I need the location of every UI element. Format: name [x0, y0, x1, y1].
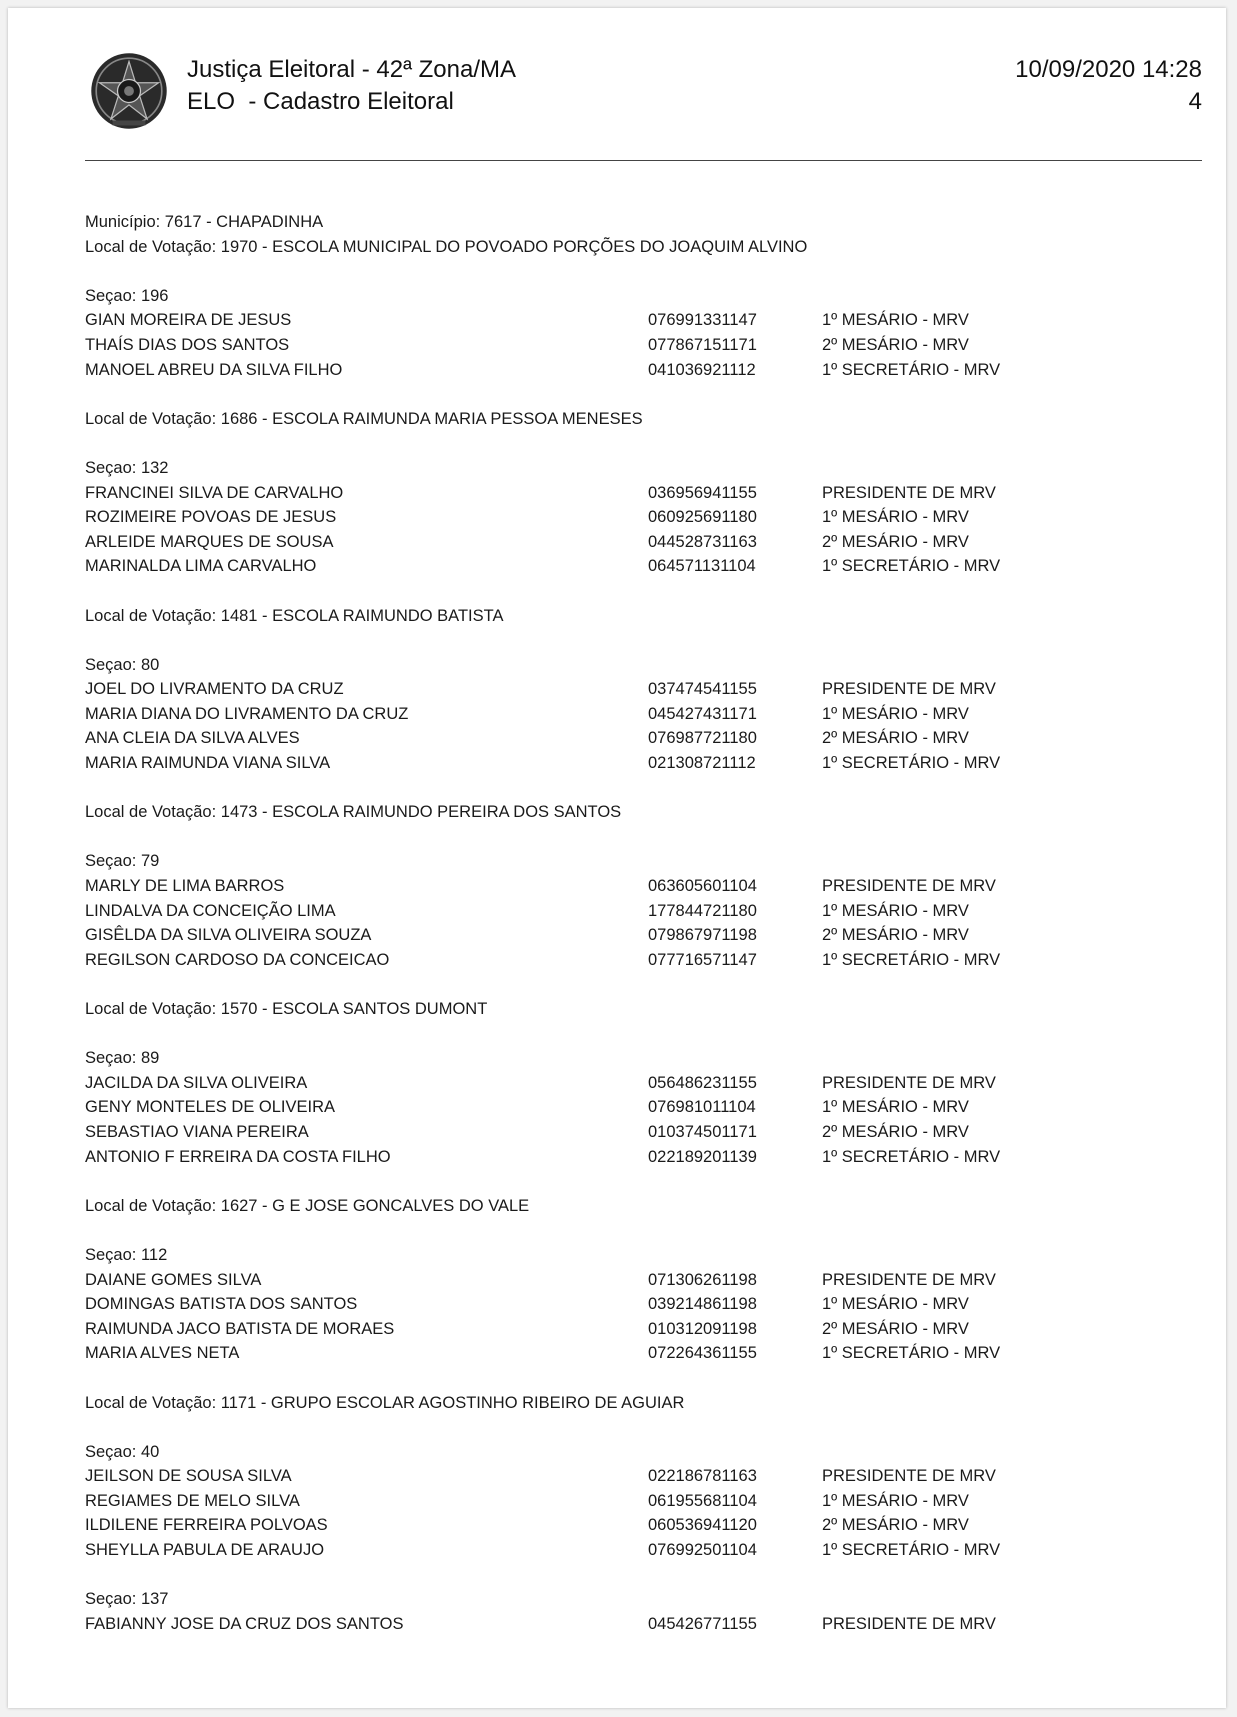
member-row	[85, 1612, 1185, 1637]
member-row	[85, 1513, 1185, 1538]
member-row	[85, 308, 1185, 333]
member-name: MARIA RAIMUNDA VIANA SILVA	[85, 754, 331, 773]
member-name: JOEL DO LIVRAMENTO DA CRUZ	[85, 680, 344, 699]
member-role: PRESIDENTE DE MRV	[822, 680, 996, 699]
secao-label: Seçao: 89	[85, 1049, 160, 1068]
member-role: PRESIDENTE DE MRV	[822, 483, 996, 502]
member-row	[85, 1489, 1185, 1514]
member-name: DAIANE GOMES SILVA	[85, 1270, 262, 1289]
member-row	[85, 1538, 1185, 1563]
member-name: MARLY DE LIMA BARROS	[85, 877, 285, 896]
member-role: 1º SECRETÁRIO - MRV	[822, 1541, 1001, 1560]
header-datetime: 10/09/2020 14:28	[1015, 56, 1202, 83]
spacer	[85, 382, 1185, 407]
header-title	[187, 54, 516, 118]
member-code: 072264361155	[648, 1344, 757, 1363]
member-role: 1º SECRETÁRIO - MRV	[822, 950, 1001, 969]
member-row	[85, 923, 1185, 948]
member-name: THAÍS DIAS DOS SANTOS	[85, 335, 290, 354]
member-name: FRANCINEI SILVA DE CARVALHO	[85, 483, 344, 502]
member-row	[85, 1120, 1185, 1145]
member-name: MARIA DIANA DO LIVRAMENTO DA CRUZ	[85, 704, 409, 723]
secao-label: Seçao: 137	[85, 1590, 169, 1609]
member-name: FABIANNY JOSE DA CRUZ DOS SANTOS	[85, 1614, 404, 1633]
member-name: RAIMUNDA JACO BATISTA DE MORAES	[85, 1319, 395, 1338]
member-name: ILDILENE FERREIRA POLVOAS	[85, 1516, 328, 1535]
header-page-number: 4	[1188, 88, 1202, 115]
member-name: REGILSON CARDOSO DA CONCEICAO	[85, 950, 390, 969]
member-role: PRESIDENTE DE MRV	[822, 1073, 996, 1092]
member-row	[85, 1268, 1185, 1293]
member-name: SHEYLLA PABULA DE ARAUJO	[85, 1541, 325, 1560]
member-row	[85, 481, 1185, 506]
member-name: JEILSON DE SOUSA SILVA	[85, 1467, 292, 1486]
member-row	[85, 726, 1185, 751]
local-votacao-label: Local de Votação: 1970 - ESCOLA MUNICIPAL DO POVOADO PORÇÕES DO JOAQUIM ALVINO	[85, 237, 808, 256]
member-code: 076987721180	[648, 729, 757, 748]
member-role: 1º MESÁRIO - MRV	[822, 508, 969, 527]
member-role: 2º MESÁRIO - MRV	[822, 532, 969, 551]
member-row	[85, 874, 1185, 899]
member-code: 076992501104	[648, 1541, 757, 1560]
member-name: JACILDA DA SILVA OLIVEIRA	[85, 1073, 308, 1092]
member-code: 076991331147	[648, 311, 757, 330]
member-name: SEBASTIAO VIANA PEREIRA	[85, 1122, 309, 1141]
member-name: MARINALDA LIMA CARVALHO	[85, 557, 317, 576]
member-role: 1º MESÁRIO - MRV	[822, 704, 969, 723]
member-code: 044528731163	[648, 532, 757, 551]
spacer	[85, 628, 1185, 653]
member-code: 076981011104	[648, 1098, 756, 1117]
member-row	[85, 751, 1185, 776]
member-name: MARIA ALVES NETA	[85, 1344, 240, 1363]
member-code: 022189201139	[648, 1147, 757, 1166]
local-votacao-label: Local de Votação: 1481 - ESCOLA RAIMUNDO BATISTA	[85, 606, 504, 625]
member-row	[85, 1464, 1185, 1489]
member-role: 2º MESÁRIO - MRV	[822, 335, 969, 354]
spacer	[85, 972, 1185, 997]
member-role: 1º SECRETÁRIO - MRV	[822, 360, 1001, 379]
locais-list	[85, 235, 1185, 1637]
member-code: 061955681104	[648, 1491, 757, 1510]
local-votacao-label: Local de Votação: 1570 - ESCOLA SANTOS DUMONT	[85, 1000, 488, 1018]
page-header	[8, 8, 1226, 168]
spacer	[85, 579, 1185, 604]
member-code: 045426771155	[648, 1614, 757, 1633]
member-role: 2º MESÁRIO - MRV	[822, 926, 969, 945]
member-code: 060536941120	[648, 1516, 757, 1535]
secao-label: Seçao: 132	[85, 458, 169, 477]
spacer	[85, 776, 1185, 801]
member-code: 079867971198	[648, 926, 757, 945]
member-row	[85, 677, 1185, 702]
secao-label: Seçao: 196	[85, 286, 169, 305]
member-code: 036956941155	[648, 483, 757, 502]
member-name: ANA CLEIA DA SILVA ALVES	[85, 729, 300, 748]
spacer	[85, 1415, 1185, 1440]
member-row	[85, 702, 1185, 727]
member-role: 2º MESÁRIO - MRV	[822, 729, 969, 748]
member-code: 010312091198	[648, 1319, 757, 1338]
spacer	[85, 431, 1185, 456]
member-name: GENY MONTELES DE OLIVEIRA	[85, 1098, 336, 1117]
member-code: 037474541155	[648, 680, 757, 699]
spacer	[85, 1169, 1185, 1194]
spacer	[85, 1366, 1185, 1391]
secao-label: Seçao: 112	[85, 1245, 168, 1264]
local-votacao-label: Local de Votação: 1473 - ESCOLA RAIMUNDO PEREIRA DOS SANTOS	[85, 803, 622, 822]
member-row	[85, 530, 1185, 555]
member-role: 1º MESÁRIO - MRV	[822, 311, 969, 330]
header-meta	[1015, 54, 1202, 118]
report-content	[85, 210, 1185, 1636]
local-votacao-label: Local de Votação: 1171 - GRUPO ESCOLAR AGOSTINHO RIBEIRO DE AGUIAR	[85, 1393, 685, 1412]
member-name: ROZIMEIRE POVOAS DE JESUS	[85, 508, 337, 527]
member-role: 2º MESÁRIO - MRV	[822, 1516, 969, 1535]
member-code: 177844721180	[648, 901, 757, 920]
member-code: 045427431171	[648, 704, 757, 723]
spacer	[85, 1563, 1185, 1588]
member-role: 2º MESÁRIO - MRV	[822, 1122, 969, 1141]
member-code: 021308721112	[648, 754, 756, 773]
member-name: ARLEIDE MARQUES DE SOUSA	[85, 532, 334, 551]
member-row	[85, 505, 1185, 530]
member-row	[85, 554, 1185, 579]
member-role: 1º MESÁRIO - MRV	[822, 1098, 969, 1117]
member-code: 022186781163	[648, 1467, 757, 1486]
member-name: REGIAMES DE MELO SILVA	[85, 1491, 300, 1510]
member-row	[85, 1095, 1185, 1120]
member-code: 077867151171	[648, 335, 757, 354]
secao-label: Seçao: 80	[85, 655, 160, 674]
member-role: PRESIDENTE DE MRV	[822, 877, 996, 896]
member-name: GISÊLDA DA SILVA OLIVEIRA SOUZA	[85, 926, 372, 945]
header-divider	[85, 160, 1202, 161]
member-role: 1º MESÁRIO - MRV	[822, 1295, 969, 1314]
member-role: PRESIDENTE DE MRV	[822, 1614, 996, 1633]
member-name: DOMINGAS BATISTA DOS SANTOS	[85, 1295, 358, 1314]
member-role: PRESIDENTE DE MRV	[822, 1270, 996, 1289]
member-role: 2º MESÁRIO - MRV	[822, 1319, 969, 1338]
member-code: 064571131104	[648, 557, 756, 576]
spacer	[85, 1022, 1185, 1047]
document-page	[8, 8, 1226, 1708]
member-row	[85, 1292, 1185, 1317]
member-row	[85, 948, 1185, 973]
member-role: 1º MESÁRIO - MRV	[822, 901, 969, 920]
member-name: ANTONIO F ERREIRA DA COSTA FILHO	[85, 1147, 391, 1166]
spacer	[85, 825, 1185, 850]
member-row	[85, 1341, 1185, 1366]
member-row	[85, 358, 1185, 383]
header-title-line1: Justiça Eleitoral - 42ª Zona/MA	[187, 56, 517, 83]
member-role: 1º MESÁRIO - MRV	[822, 1491, 969, 1510]
member-role: 1º SECRETÁRIO - MRV	[822, 1147, 1001, 1166]
spacer	[85, 259, 1185, 284]
member-row	[85, 1071, 1185, 1096]
member-name: GIAN MOREIRA DE JESUS	[85, 311, 292, 330]
member-code: 010374501171	[648, 1122, 757, 1141]
secao-label: Seçao: 79	[85, 852, 160, 871]
member-code: 077716571147	[648, 950, 757, 969]
member-name: LINDALVA DA CONCEIÇÃO LIMA	[85, 901, 336, 920]
member-role: 1º SECRETÁRIO - MRV	[822, 557, 1001, 576]
member-code: 060925691180	[648, 508, 757, 527]
member-code: 071306261198	[648, 1270, 757, 1289]
coat-of-arms-icon	[88, 50, 170, 132]
member-row	[85, 899, 1185, 924]
member-row	[85, 1145, 1185, 1170]
member-code: 041036921112	[648, 360, 756, 379]
member-row	[85, 333, 1185, 358]
member-code: 056486231155	[648, 1073, 757, 1092]
member-code: 063605601104	[648, 877, 757, 896]
local-votacao-label: Local de Votação: 1686 - ESCOLA RAIMUNDA MARIA PESSOA MENESES	[85, 409, 643, 428]
local-votacao-label: Local de Votação: 1627 - G E JOSE GONCALVES DO VALE	[85, 1196, 530, 1215]
member-code: 039214861198	[648, 1295, 757, 1314]
member-row	[85, 1317, 1185, 1342]
municipio-label: Município: 7617 - CHAPADINHA	[85, 213, 324, 231]
member-role: PRESIDENTE DE MRV	[822, 1467, 996, 1486]
secao-label: Seçao: 40	[85, 1442, 160, 1461]
spacer	[85, 1218, 1185, 1243]
member-role: 1º SECRETÁRIO - MRV	[822, 754, 1001, 773]
member-name: MANOEL ABREU DA SILVA FILHO	[85, 360, 343, 379]
member-role: 1º SECRETÁRIO - MRV	[822, 1344, 1001, 1363]
header-title-line2: ELO - Cadastro Eleitoral	[187, 88, 454, 115]
